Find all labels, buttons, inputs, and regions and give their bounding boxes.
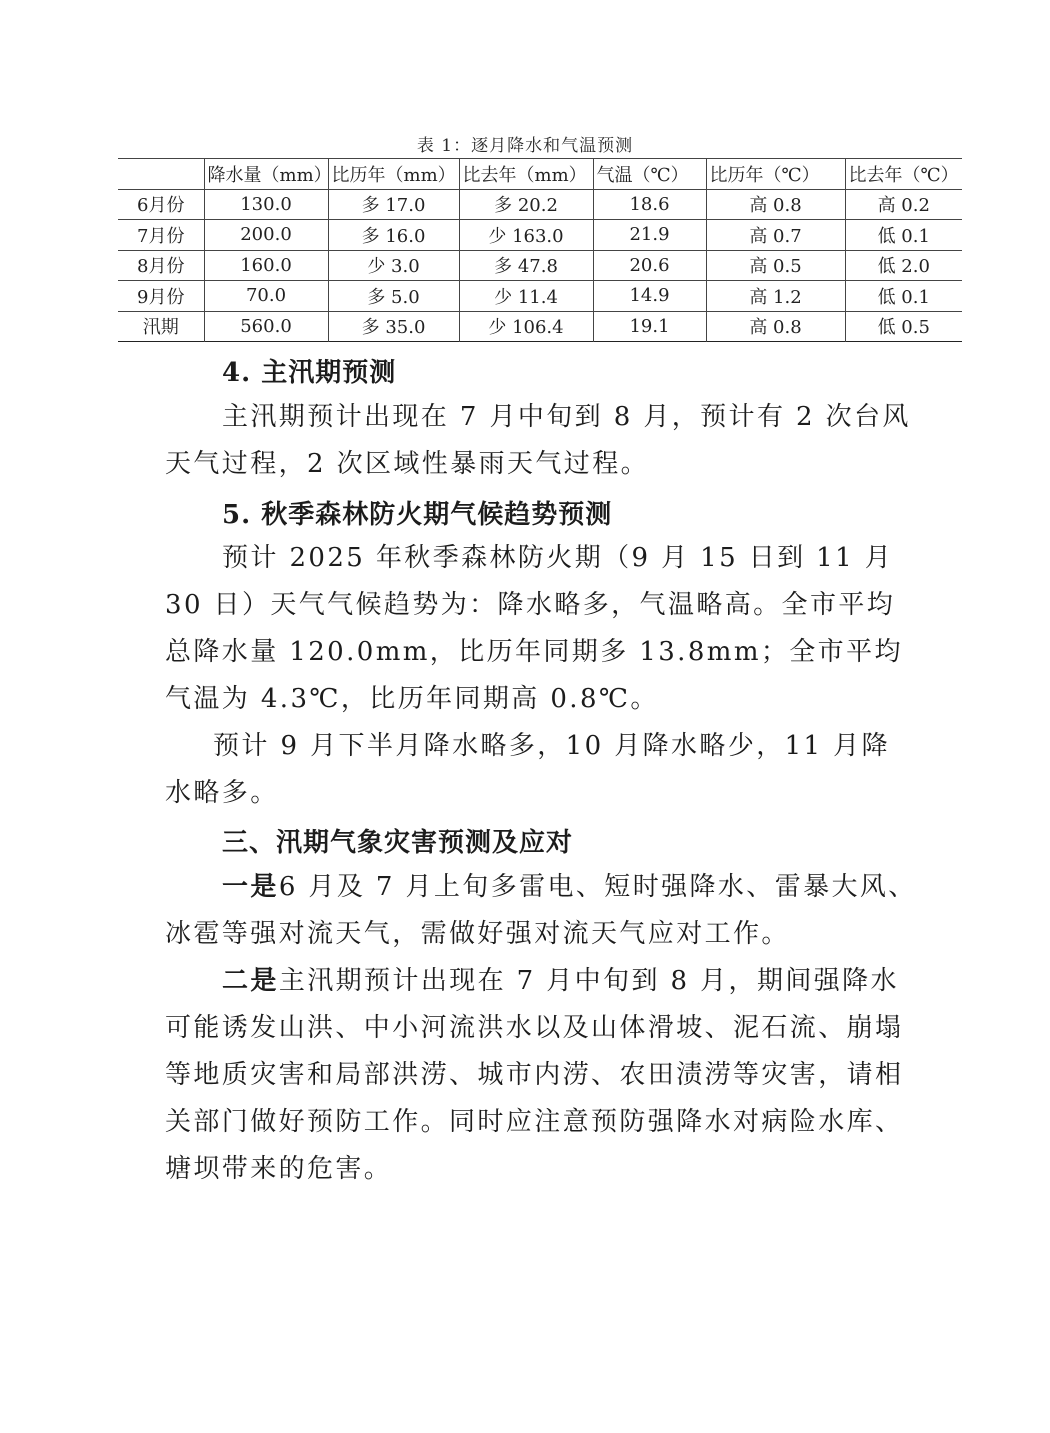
item-1-text: 6 月及 7 月上旬多雷电、短时强降水、雷暴大风、冰雹等强对流天气，需做好强对流天气应对工作。 [165,872,917,949]
table-cell: 8月份 [118,250,204,281]
table-cell: 多 35.0 [328,311,459,342]
column-header: 比历年（℃） [706,159,845,190]
section-5-paragraph-2: 预计 9 月下半月降水略多，10 月降水略少，11 月降水略多。 [165,731,890,808]
table-cell: 高 0.8 [706,311,845,342]
section-3-body [165,864,917,1193]
table-cell: 低 0.1 [845,281,962,312]
column-header: 降水量（mm） [204,159,328,190]
table-cell: 20.6 [593,250,706,281]
table-cell: 多 5.0 [328,281,459,312]
table-cell: 18.6 [593,189,706,220]
table-cell: 汛期 [118,311,204,342]
table-cell: 560.0 [204,311,328,342]
table-row [118,189,962,220]
table-cell: 160.0 [204,250,328,281]
section-5-paragraph-1: 预计 2025 年秋季森林防火期（9 月 15 日到 11 月 30 日）天气气候趋势为：降水略多，气温略高。全市平均总降水量 120.0mm，比历年同期多 13.8mm；全市平均气温为 4.3℃，比历年同期高 0.8℃。 [165,543,903,714]
column-header: 比历年（mm） [328,159,459,190]
table-header-row [118,159,962,190]
table-cell: 低 0.5 [845,311,962,342]
section-4-paragraph: 主汛期预计出现在 7 月中旬到 8 月，预计有 2 次台风天气过程，2 次区域性暴雨天气过程。 [165,402,911,479]
table-cell: 多 16.0 [328,220,459,251]
table-cell: 7月份 [118,220,204,251]
table-cell: 多 20.2 [459,189,593,220]
column-header [118,159,204,190]
column-header: 气温（℃） [593,159,706,190]
table-cell: 高 0.2 [845,189,962,220]
table-cell: 少 3.0 [328,250,459,281]
forecast-table [118,158,962,342]
table-row [118,281,962,312]
table-cell: 多 47.8 [459,250,593,281]
table-caption: 表 1：逐月降水和气温预测 [416,136,634,156]
table-cell: 200.0 [204,220,328,251]
item-2-lead: 二是 [222,966,279,996]
section-5-body [165,535,917,817]
table-cell: 9月份 [118,281,204,312]
table-cell: 高 0.7 [706,220,845,251]
table-cell: 21.9 [593,220,706,251]
table-cell: 少 11.4 [459,281,593,312]
table-cell: 少 163.0 [459,220,593,251]
table-row [118,311,962,342]
table-row [118,250,962,281]
table-cell: 少 106.4 [459,311,593,342]
section-3-heading: 三、汛期气象灾害预测及应对 [222,828,574,858]
column-header: 比去年（℃） [845,159,962,190]
section-3-item-2 [165,958,917,1193]
table-cell: 6月份 [118,189,204,220]
column-header: 比去年（mm） [459,159,593,190]
section-5-heading: 5. 秋季森林防火期气候趋势预测 [222,500,613,530]
table-cell: 低 0.1 [845,220,962,251]
table-cell: 高 1.2 [706,281,845,312]
section-4-body [165,394,917,488]
table-cell: 130.0 [204,189,328,220]
item-1-lead: 一是 [222,872,279,902]
section-4-heading: 4. 主汛期预测 [222,358,397,388]
table-cell: 14.9 [593,281,706,312]
section-3-item-1 [165,864,917,958]
table-cell: 高 0.8 [706,189,845,220]
table-cell: 低 2.0 [845,250,962,281]
table-cell: 70.0 [204,281,328,312]
table-cell: 19.1 [593,311,706,342]
item-2-text: 主汛期预计出现在 7 月中旬到 8 月，期间强降水可能诱发山洪、中小河流洪水以及山体滑坡、泥石流、崩塌等地质灾害和局部洪涝、城市内涝、农田渍涝等灾害，请相关部门做好预防工作。同时应注意预防强降水对病险水库、塘坝带来的危害。 [165,966,904,1184]
table-cell: 多 17.0 [328,189,459,220]
table-cell: 高 0.5 [706,250,845,281]
table-row [118,220,962,251]
